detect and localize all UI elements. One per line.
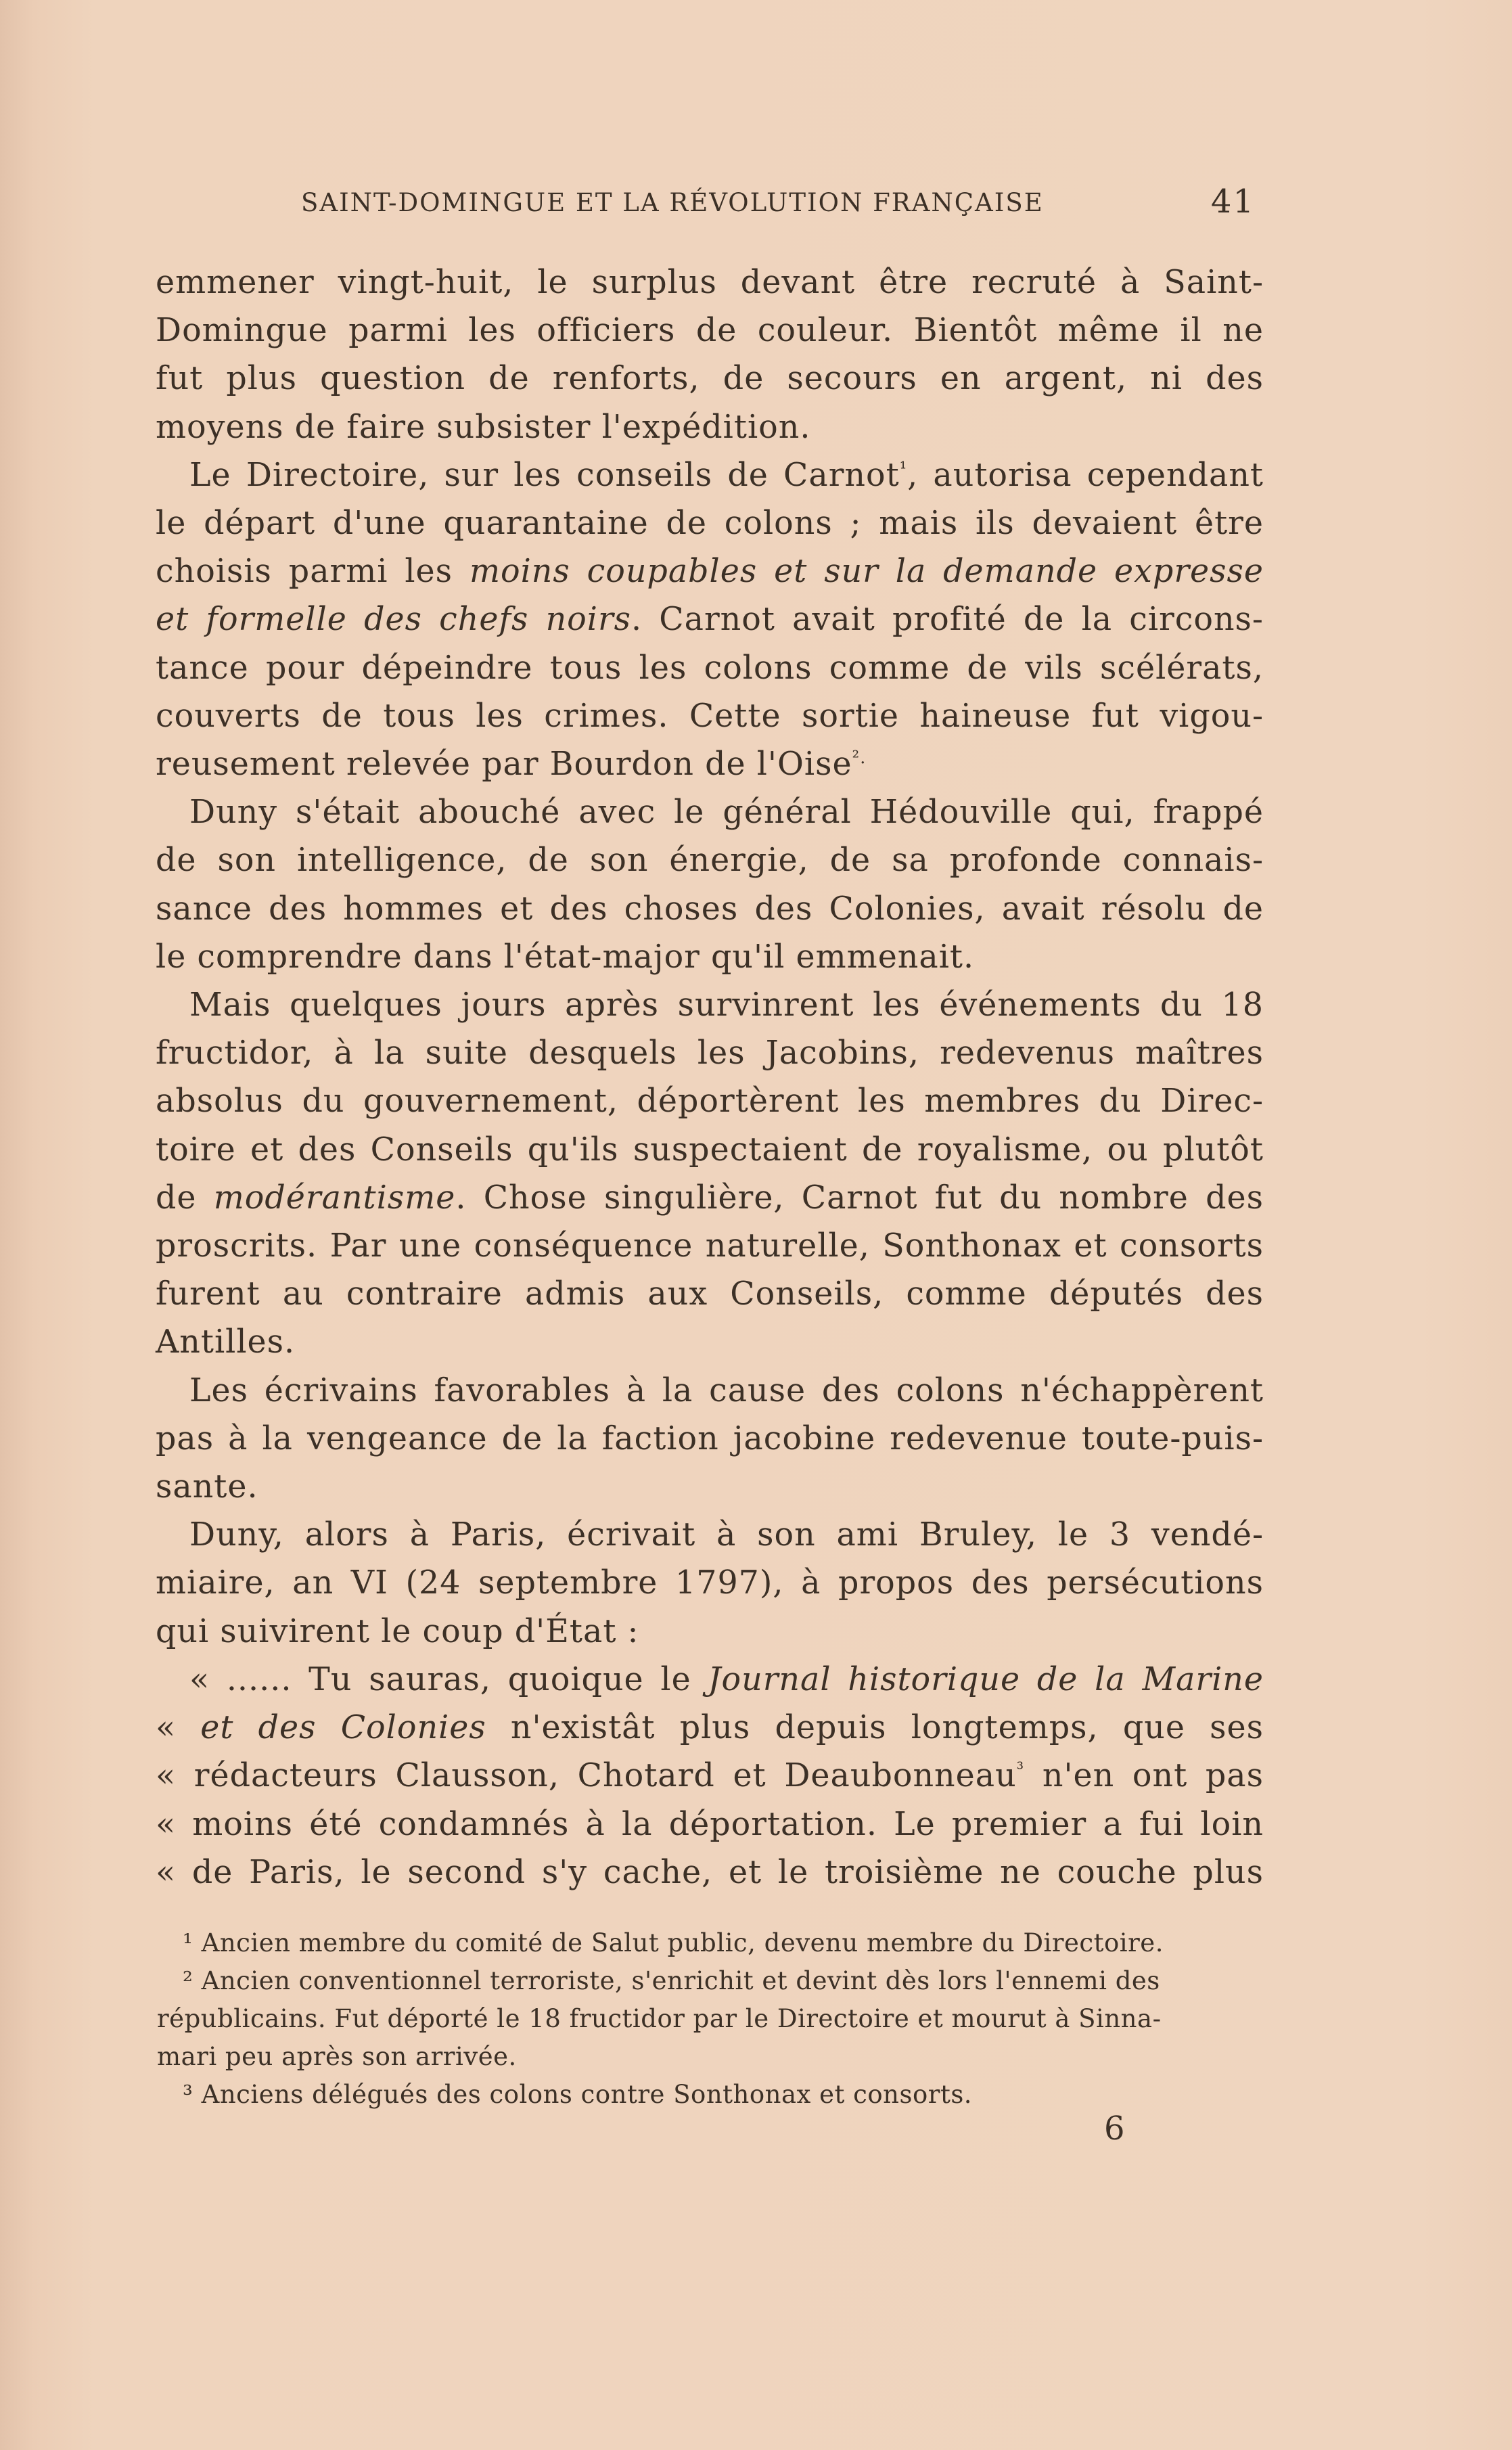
body-line [156, 740, 1264, 788]
body-line: Duny s'était abouché avec le général Hédouville qui, frappé [189, 794, 1264, 832]
body-text [156, 258, 1264, 1897]
line-segment: de [156, 1179, 214, 1217]
running-header [301, 183, 1255, 223]
body-line: Duny, alors à Paris, écrivait à son ami Bruley, le 3 vendé- [189, 1516, 1264, 1554]
body-line: le comprendre dans l'état-major qu'il emmenait. [156, 938, 975, 976]
body-line: le départ d'une quarantaine de colons ; mais ils devaient être [156, 505, 1264, 543]
body-line: Les écrivains favorables à la cause des colons n'échappèrent [189, 1371, 1264, 1409]
body-line [156, 1752, 1264, 1800]
footnote-2-continued: républicains. Fut déporté le 18 fructidor par le Directoire et mourut à Sinna- [157, 2004, 1162, 2033]
body-line [156, 1174, 1264, 1222]
line-segment: choisis parmi les [156, 553, 469, 591]
line-segment: reusement relevée par Bourdon de l'Oise [156, 746, 852, 784]
body-line: tance pour dépeindre tous les colons comme de vils scélérats, [156, 649, 1264, 687]
footnote-1: ¹ Ancien membre du comité de Salut public, devenu membre du Directoire. [183, 1928, 1164, 1957]
line-segment: « rédacteurs Clausson, Chotard et Deaubonneau [156, 1757, 1017, 1795]
body-line: couverts de tous les crimes. Cette sortie haineuse fut vigou- [156, 697, 1264, 735]
body-line [156, 595, 1264, 643]
italic-emphasis: et formelle des chefs noirs [156, 601, 632, 639]
body-line [156, 1656, 1264, 1704]
body-line: furent au contraire admis aux Conseils, comme députés des [156, 1275, 1264, 1313]
italic-emphasis: Journal historique de la Marine [708, 1660, 1264, 1698]
footnote-ref-3: ³ [1016, 1759, 1025, 1780]
body-line [156, 1704, 1264, 1752]
body-line: pas à la vengeance de la faction jacobine redevenue toute-puis- [156, 1420, 1264, 1457]
line-segment: n'existât plus depuis longtemps, que ses [486, 1709, 1264, 1747]
sheet-signature: 6 [1104, 2110, 1125, 2148]
page-number: 41 [1210, 183, 1255, 221]
body-line: proscrits. Par une conséquence naturelle, Sonthonax et consorts [156, 1227, 1264, 1265]
body-line: Antilles. [156, 1323, 296, 1361]
body-line: « moins été condamnés à la déportation. Le premier a fui loin [156, 1805, 1264, 1843]
body-line: miaire, an VI (24 septembre 1797), à propos des persécutions [156, 1564, 1264, 1602]
line-segment: , autorisa cependant [907, 456, 1264, 494]
running-title: SAINT-DOMINGUE ET LA RÉVOLUTION FRANÇAISE [301, 188, 1044, 217]
footnote-2: ² Ancien conventionnel terroriste, s'enrichit et devint dès lors l'ennemi des [183, 1966, 1160, 1995]
body-line: de son intelligence, de son énergie, de sa profonde connais- [156, 842, 1264, 880]
line-segment: « ...... Tu sauras, quoique le [189, 1660, 708, 1698]
body-line: Domingue parmi les officiers de couleur. Bientôt même il ne [156, 312, 1264, 350]
italic-emphasis: modérantisme [213, 1179, 456, 1217]
body-line: toire et des Conseils qu'ils suspectaient de royalisme, ou plutôt [156, 1131, 1264, 1169]
body-line: qui suivirent le coup d'État : [156, 1612, 639, 1650]
body-line: sante. [156, 1468, 258, 1506]
body-line: sance des hommes et des choses des Colonies, avait résolu de [156, 890, 1264, 928]
line-segment: n'en ont pas [1024, 1757, 1264, 1795]
italic-emphasis: et des Colonies [200, 1709, 486, 1747]
footnote-ref-1: ¹ [899, 458, 908, 479]
italic-emphasis: moins coupables et sur la demande expresse [469, 553, 1264, 591]
body-line: moyens de faire subsister l'expédition. [156, 408, 811, 446]
line-segment: « [156, 1709, 201, 1747]
body-line: Mais quelques jours après survinrent les événements du 18 [189, 986, 1264, 1024]
body-line: absolus du gouvernement, déportèrent les membres du Direc- [156, 1083, 1264, 1120]
line-segment: . Chose singulière, Carnot fut du nombre des [455, 1179, 1264, 1217]
body-line: emmener vingt-huit, le surplus devant être recruté à Saint- [156, 264, 1264, 301]
footnotes [157, 1924, 1253, 2114]
body-line: « de Paris, le second s'y cache, et le troisième ne couche plus [156, 1853, 1264, 1891]
line-segment: . Carnot avait profité de la circons- [631, 601, 1264, 639]
body-line: fructidor, à la suite desquels les Jacobins, redevenus maîtres [156, 1035, 1264, 1072]
body-line: fut plus question de renforts, de secours en argent, ni des [156, 360, 1264, 398]
body-line [156, 547, 1264, 595]
body-line [156, 451, 1264, 499]
footnote-ref-2: ². [852, 748, 867, 769]
footnote-2-continued: mari peu après son arrivée. [157, 2042, 517, 2071]
footnote-3: ³ Anciens délégués des colons contre Sonthonax et consorts. [183, 2080, 973, 2109]
line-segment: Le Directoire, sur les conseils de Carnot [189, 456, 900, 494]
